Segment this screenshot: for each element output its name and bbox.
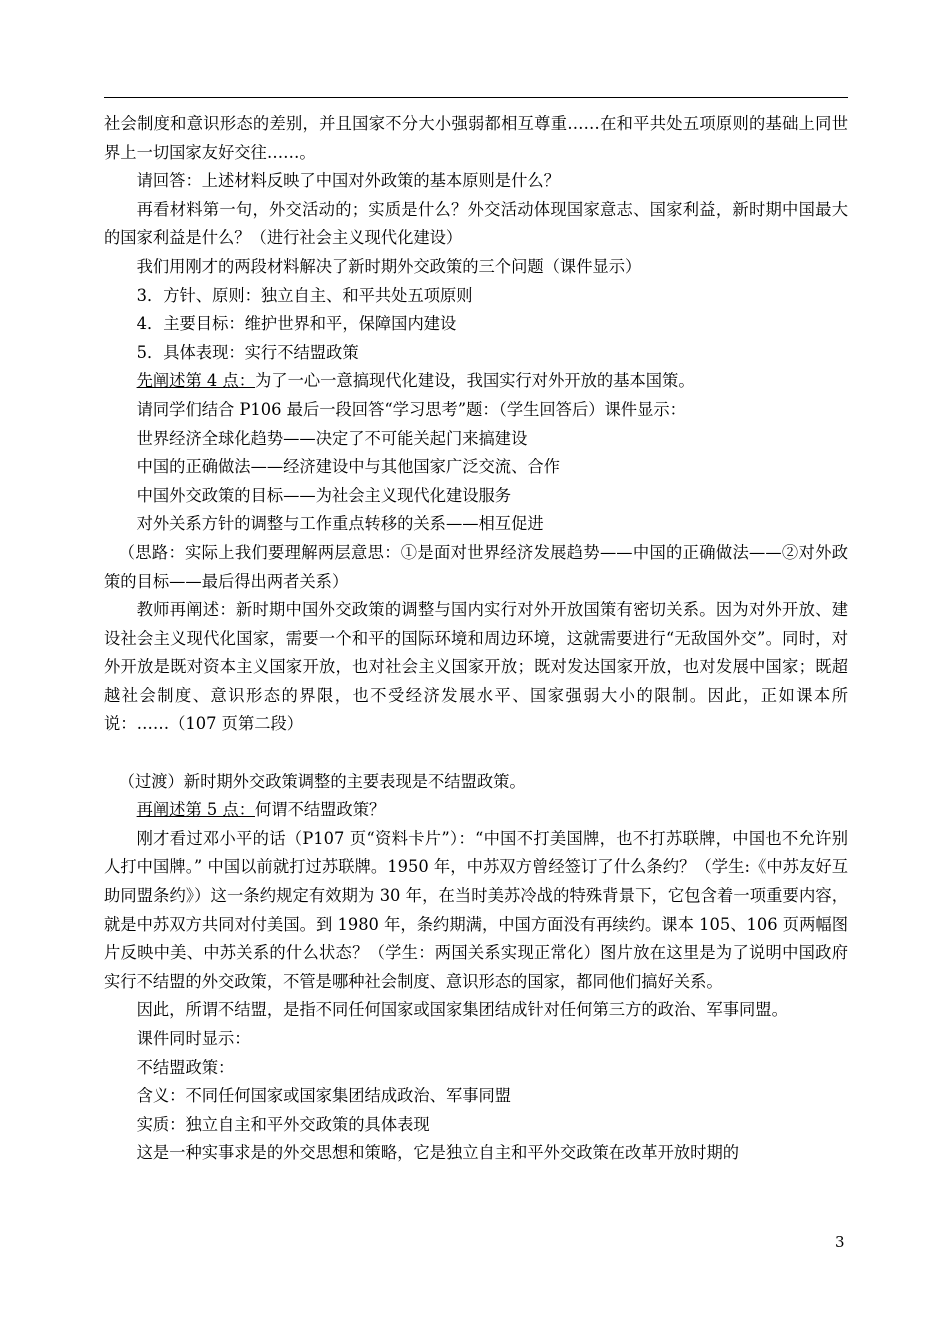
paragraph [104, 539, 848, 596]
paragraph [104, 453, 848, 482]
paragraph [104, 196, 848, 253]
paragraph [104, 253, 848, 282]
paragraph-text: 4．主要目标：维护世界和平，保障国内建设 [136, 314, 457, 334]
paragraph [104, 996, 848, 1025]
paragraph-text: 何谓不结盟政策？ [255, 800, 386, 820]
paragraph-text: 社会制度和意识形态的差别，并且国家不分大小强弱都相互尊重……在和平共处五项原则的基础上同世界上一切国家友好交往……。 [104, 114, 848, 162]
paragraph-text: （思路：实际上我们要理解两层意思：①是面对世界经济发展趋势——中国的正确做法——②对外政策的目标——最后得出两者关系） [104, 542, 848, 591]
paragraph-text: 中国的正确做法——经济建设中与其他国家广泛交流、合作 [136, 457, 560, 477]
paragraph-text: 中国外交政策的目标——为社会主义现代化建设服务 [136, 485, 512, 505]
paragraph-text: 再看材料第一句，外交活动的；实质是什么？外交活动体现国家意志、国家利益，新时期中国最大的国家利益是什么？（进行社会主义现代化建设） [104, 199, 848, 248]
paragraph [104, 1025, 848, 1054]
paragraph-text: 实质：独立自主和平外交政策的具体表现 [136, 1114, 430, 1134]
paragraph-text: 因此，所谓不结盟，是指不同任何国家或国家集团结成针对任何第三方的政治、军事同盟。 [136, 1000, 788, 1020]
paragraph [104, 1054, 848, 1083]
blank-line [104, 739, 848, 768]
paragraph [104, 596, 848, 739]
paragraph-text: 对外关系方针的调整与工作重点转移的关系——相互促进 [136, 514, 544, 534]
paragraph [104, 282, 848, 311]
paragraph-text: 不结盟政策： [136, 1057, 235, 1077]
paragraph-text: 教师再阐述：新时期中国外交政策的调整与国内实行对外开放国策有密切关系。因为对外开放、建设社会主义现代化国家，需要一个和平的国际环境和周边环境，这就需要进行“无敌国外交”。同时，对外开放是既对资本主义国家开放，也对社会主义国家开放；既对发达国家开放，也对发展中国家；既超越社会制度、意识形态的界限，也不受经济发展水平、国家强弱大小的限制。因此，正如课本所说：……（107 页第二段） [104, 600, 848, 734]
paragraph [104, 425, 848, 454]
paragraph-text: 为了一心一意搞现代化建设，我国实行对外开放的基本国策。 [255, 371, 695, 391]
underlined-heading: 再阐述第 5 点： [136, 800, 255, 820]
underlined-heading: 先阐述第 4 点： [136, 371, 255, 391]
paragraph [104, 396, 848, 425]
paragraph-text: 5．具体表现：实行不结盟政策 [136, 342, 359, 362]
paragraph [104, 310, 848, 339]
paragraph [104, 367, 848, 396]
paragraph-text: （过渡）新时期外交政策调整的主要表现是不结盟政策。 [118, 771, 526, 791]
paragraph [104, 1082, 848, 1111]
paragraph [104, 339, 848, 368]
header-rule [104, 97, 848, 98]
paragraph-text: 请回答：上述材料反映了中国对外政策的基本原则是什么？ [136, 171, 560, 191]
paragraph-text: 我们用刚才的两段材料解决了新时期外交政策的三个问题（课件显示） [136, 256, 642, 276]
paragraph-text: 含义：不同任何国家或国家集团结成政治、军事同盟 [136, 1086, 512, 1106]
paragraph [104, 482, 848, 511]
paragraph-text: 刚才看过邓小平的话（P107 页“资料卡片”）：“中国不打美国牌，也不打苏联牌，中国也不允许别人打中国牌。” 中国以前就打过苏联牌。1950 年，中苏双方曾经签订了什么条约？（学生:《中苏友好互助同盟条约》）这一条约规定有效期为 30 年，在当时美苏冷战的特殊背景下，它包含着一项重要内容，就是中苏双方共同对付美国。到 1980 年，条约期满，中国方面没有再续约。课本 105、106 页两幅图片反映中美、中苏关系的什么状态？（学生：两国关系实现正常化）图片放在这里是为了说明中国政府实行不结盟的外交政策，不管是哪种社会制度、意识形态的国家，都同他们搞好关系。 [104, 828, 848, 991]
paragraph [104, 510, 848, 539]
paragraph [104, 825, 848, 997]
paragraph-text: 3．方针、原则：独立自主、和平共处五项原则 [136, 285, 473, 305]
paragraph-text: 课件同时显示： [136, 1029, 251, 1048]
paragraph-text: 世界经济全球化趋势——决定了不可能关起门来搞建设 [136, 428, 528, 448]
page-number: 3 [835, 1233, 845, 1251]
paragraph [104, 768, 848, 797]
paragraph-text: 这是一种实事求是的外交思想和策略，它是独立自主和平外交政策在改革开放时期的 [136, 1143, 740, 1163]
document-body [104, 110, 848, 1168]
paragraph [104, 796, 848, 825]
paragraph [104, 167, 848, 196]
paragraph [104, 1139, 848, 1168]
paragraph-text: 请同学们结合 P106 最后一段回答“学习思考”题：（学生回答后）课件显示： [136, 399, 686, 419]
paragraph [104, 110, 848, 167]
paragraph [104, 1111, 848, 1140]
